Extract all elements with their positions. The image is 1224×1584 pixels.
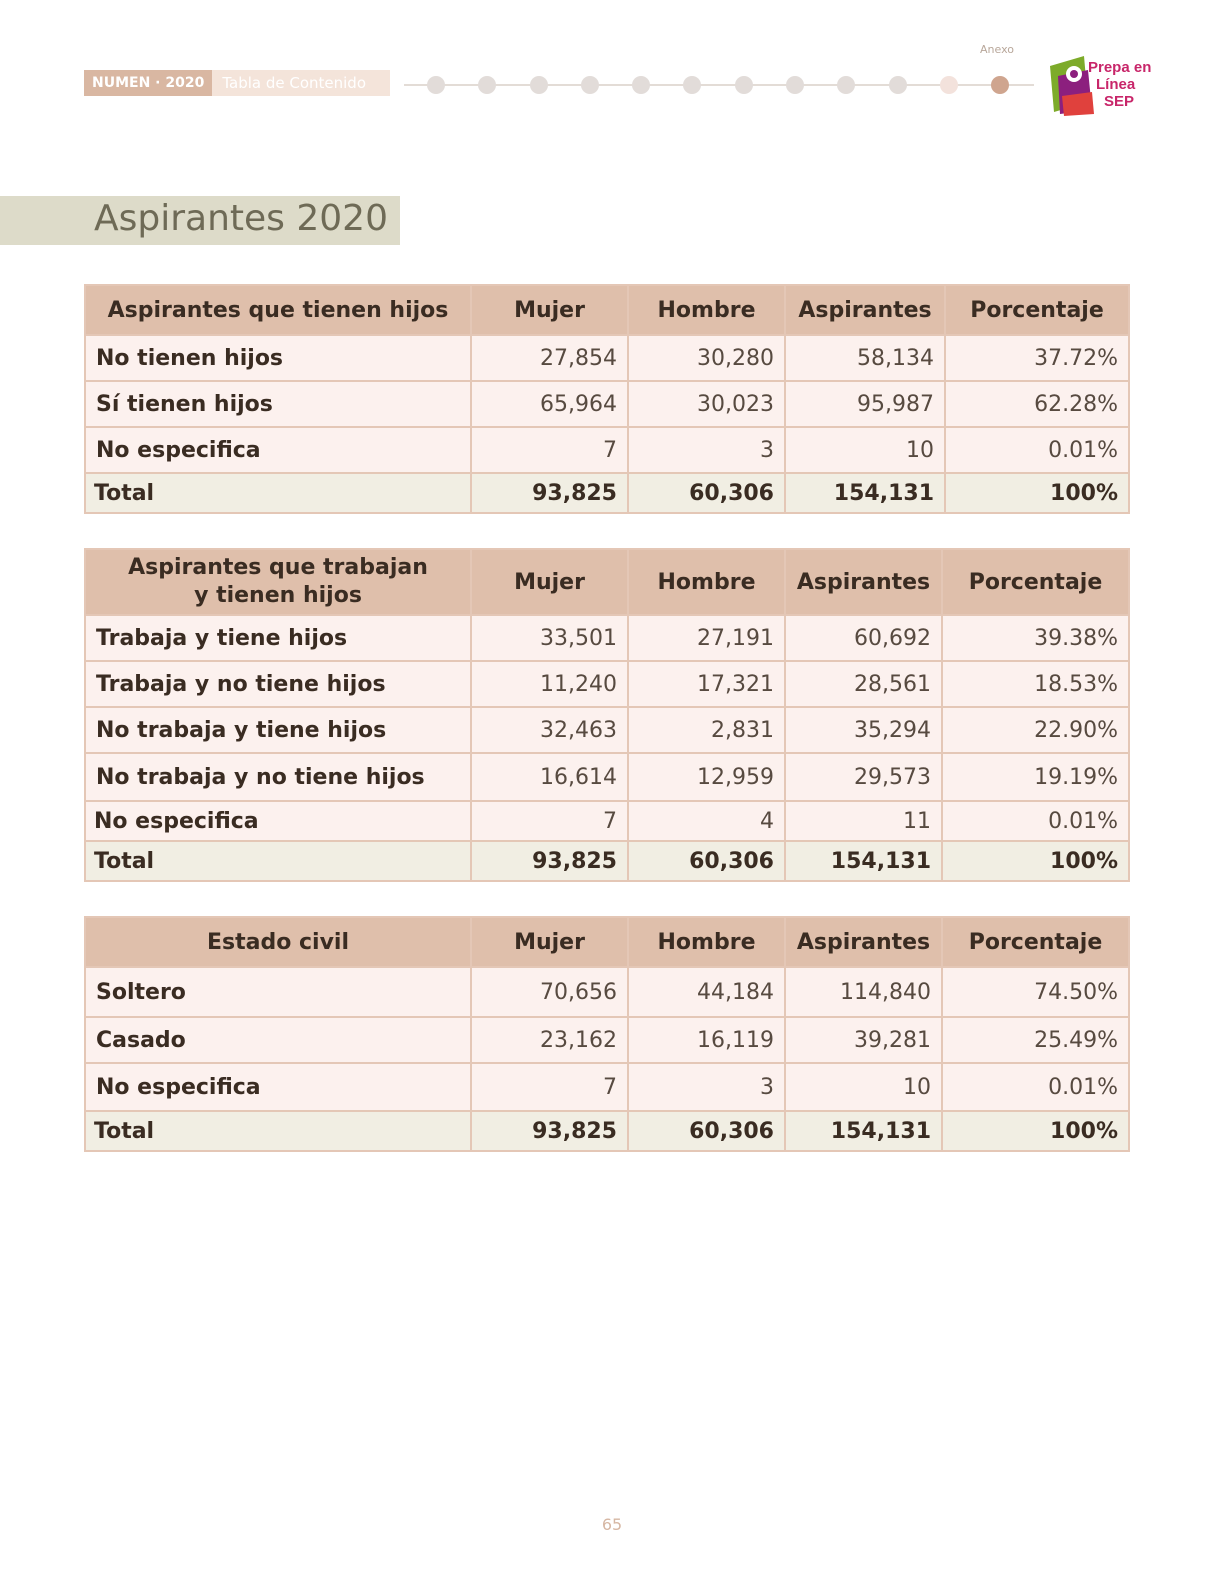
page-title: Aspirantes 2020 <box>94 198 388 239</box>
cell-mujer: 11,240 <box>471 661 628 707</box>
cell-mujer: 23,162 <box>471 1017 628 1063</box>
cell-mujer: 65,964 <box>471 381 628 427</box>
table-estado-civil <box>84 916 1130 1152</box>
progress-dot-11[interactable] <box>940 76 958 94</box>
header-line-1: Aspirantes que trabajan <box>128 555 428 580</box>
cell-aspirantes: 39,281 <box>785 1017 942 1063</box>
row-label: No especifica <box>85 801 471 841</box>
cell-aspirantes: 114,840 <box>785 967 942 1017</box>
cell-hombre: 2,831 <box>628 707 785 753</box>
cell-mujer: 7 <box>471 427 628 473</box>
cell-porcentaje: 74.50% <box>942 967 1129 1017</box>
table-hijos <box>84 284 1130 514</box>
cell-hombre: 44,184 <box>628 967 785 1017</box>
table-row <box>85 335 1129 381</box>
row-label: No trabaja y no tiene hijos <box>85 753 471 801</box>
progress-dot-4[interactable] <box>581 76 599 94</box>
column-header-aspirantes: Aspirantes <box>785 549 942 615</box>
table-row <box>85 381 1129 427</box>
cell-porcentaje: 22.90% <box>942 707 1129 753</box>
progress-dot-8[interactable] <box>786 76 804 94</box>
progress-dot-10[interactable] <box>889 76 907 94</box>
cell-mujer: 7 <box>471 1063 628 1111</box>
row-label: Trabaja y no tiene hijos <box>85 661 471 707</box>
total-hombre: 60,306 <box>628 1111 785 1151</box>
row-label: No especifica <box>85 427 471 473</box>
cell-mujer: 7 <box>471 801 628 841</box>
cell-hombre: 17,321 <box>628 661 785 707</box>
row-label: Trabaja y tiene hijos <box>85 615 471 661</box>
row-label: Soltero <box>85 967 471 1017</box>
cell-porcentaje: 62.28% <box>945 381 1129 427</box>
column-header-mujer: Mujer <box>471 549 628 615</box>
table-row <box>85 661 1129 707</box>
table-header-row <box>85 917 1129 967</box>
table-trabajo-hijos <box>84 548 1130 882</box>
cell-aspirantes: 10 <box>785 427 945 473</box>
cell-hombre: 27,191 <box>628 615 785 661</box>
total-label: Total <box>85 841 471 881</box>
svg-text:SEP: SEP <box>1104 93 1135 110</box>
total-mujer: 93,825 <box>471 841 628 881</box>
table-row <box>85 707 1129 753</box>
cell-aspirantes: 95,987 <box>785 381 945 427</box>
toc-link[interactable]: Tabla de Contenido <box>212 70 390 96</box>
table-row <box>85 801 1129 841</box>
cell-aspirantes: 58,134 <box>785 335 945 381</box>
table-row <box>85 1017 1129 1063</box>
column-header-hombre: Hombre <box>628 549 785 615</box>
total-aspirantes: 154,131 <box>785 841 942 881</box>
cell-porcentaje: 18.53% <box>942 661 1129 707</box>
cell-aspirantes: 28,561 <box>785 661 942 707</box>
cell-hombre: 3 <box>628 427 785 473</box>
row-label: Casado <box>85 1017 471 1063</box>
column-header-category <box>85 549 471 615</box>
table-row <box>85 1063 1129 1111</box>
progress-dot-9[interactable] <box>837 76 855 94</box>
progress-dot-3[interactable] <box>530 76 548 94</box>
total-label: Total <box>85 473 471 513</box>
table-row <box>85 615 1129 661</box>
cell-aspirantes: 60,692 <box>785 615 942 661</box>
cell-porcentaje: 39.38% <box>942 615 1129 661</box>
progress-dot-1[interactable] <box>427 76 445 94</box>
table-total-row <box>85 473 1129 513</box>
total-label: Total <box>85 1111 471 1151</box>
section-title-band <box>0 196 400 245</box>
row-label: No especifica <box>85 1063 471 1111</box>
column-header-category: Estado civil <box>85 917 471 967</box>
total-hombre: 60,306 <box>628 841 785 881</box>
table-row <box>85 753 1129 801</box>
total-aspirantes: 154,131 <box>785 1111 942 1151</box>
column-header-aspirantes: Aspirantes <box>785 917 942 967</box>
column-header-porcentaje: Porcentaje <box>945 285 1129 335</box>
cell-mujer: 32,463 <box>471 707 628 753</box>
header-badge <box>84 70 390 96</box>
table-total-row <box>85 841 1129 881</box>
cell-hombre: 30,280 <box>628 335 785 381</box>
cell-aspirantes: 35,294 <box>785 707 942 753</box>
total-aspirantes: 154,131 <box>785 473 945 513</box>
total-porcentaje: 100% <box>945 473 1129 513</box>
table-header-row <box>85 285 1129 335</box>
row-label: No trabaja y tiene hijos <box>85 707 471 753</box>
progress-dot-7[interactable] <box>735 76 753 94</box>
section-label-anexo: Anexo <box>980 43 1014 56</box>
table-row <box>85 427 1129 473</box>
cell-mujer: 16,614 <box>471 753 628 801</box>
column-header-porcentaje: Porcentaje <box>942 549 1129 615</box>
progress-dot-5[interactable] <box>632 76 650 94</box>
cell-hombre: 16,119 <box>628 1017 785 1063</box>
table-header-row <box>85 549 1129 615</box>
cell-aspirantes: 11 <box>785 801 942 841</box>
total-porcentaje: 100% <box>942 841 1129 881</box>
cell-aspirantes: 10 <box>785 1063 942 1111</box>
cell-mujer: 70,656 <box>471 967 628 1017</box>
cell-hombre: 12,959 <box>628 753 785 801</box>
column-header-mujer: Mujer <box>471 917 628 967</box>
header-line-2: y tienen hijos <box>194 583 362 608</box>
total-porcentaje: 100% <box>942 1111 1129 1151</box>
column-header-category: Aspirantes que tienen hijos <box>85 285 471 335</box>
cell-hombre: 4 <box>628 801 785 841</box>
cell-hombre: 3 <box>628 1063 785 1111</box>
total-mujer: 93,825 <box>471 1111 628 1151</box>
table-row <box>85 967 1129 1017</box>
svg-text:Línea: Línea <box>1096 76 1136 93</box>
progress-dot-6[interactable] <box>683 76 701 94</box>
column-header-mujer: Mujer <box>471 285 628 335</box>
cell-hombre: 30,023 <box>628 381 785 427</box>
cell-porcentaje: 37.72% <box>945 335 1129 381</box>
progress-dot-2[interactable] <box>478 76 496 94</box>
cell-aspirantes: 29,573 <box>785 753 942 801</box>
cell-porcentaje: 0.01% <box>942 1063 1129 1111</box>
page-number: 65 <box>601 1515 623 1534</box>
progress-dot-anexo-active[interactable] <box>991 76 1009 94</box>
table-total-row <box>85 1111 1129 1151</box>
prepa-en-linea-logo <box>1048 52 1152 116</box>
row-label: No tienen hijos <box>85 335 471 381</box>
cell-porcentaje: 25.49% <box>942 1017 1129 1063</box>
svg-text:Prepa en: Prepa en <box>1088 59 1152 76</box>
row-label: Sí tienen hijos <box>85 381 471 427</box>
column-header-hombre: Hombre <box>628 917 785 967</box>
cell-mujer: 33,501 <box>471 615 628 661</box>
cell-porcentaje: 0.01% <box>942 801 1129 841</box>
cell-mujer: 27,854 <box>471 335 628 381</box>
cell-porcentaje: 19.19% <box>942 753 1129 801</box>
column-header-hombre: Hombre <box>628 285 785 335</box>
cell-porcentaje: 0.01% <box>945 427 1129 473</box>
column-header-aspirantes: Aspirantes <box>785 285 945 335</box>
brand-label: NUMEN · 2020 <box>84 70 212 96</box>
column-header-porcentaje: Porcentaje <box>942 917 1129 967</box>
total-hombre: 60,306 <box>628 473 785 513</box>
total-mujer: 93,825 <box>471 473 628 513</box>
